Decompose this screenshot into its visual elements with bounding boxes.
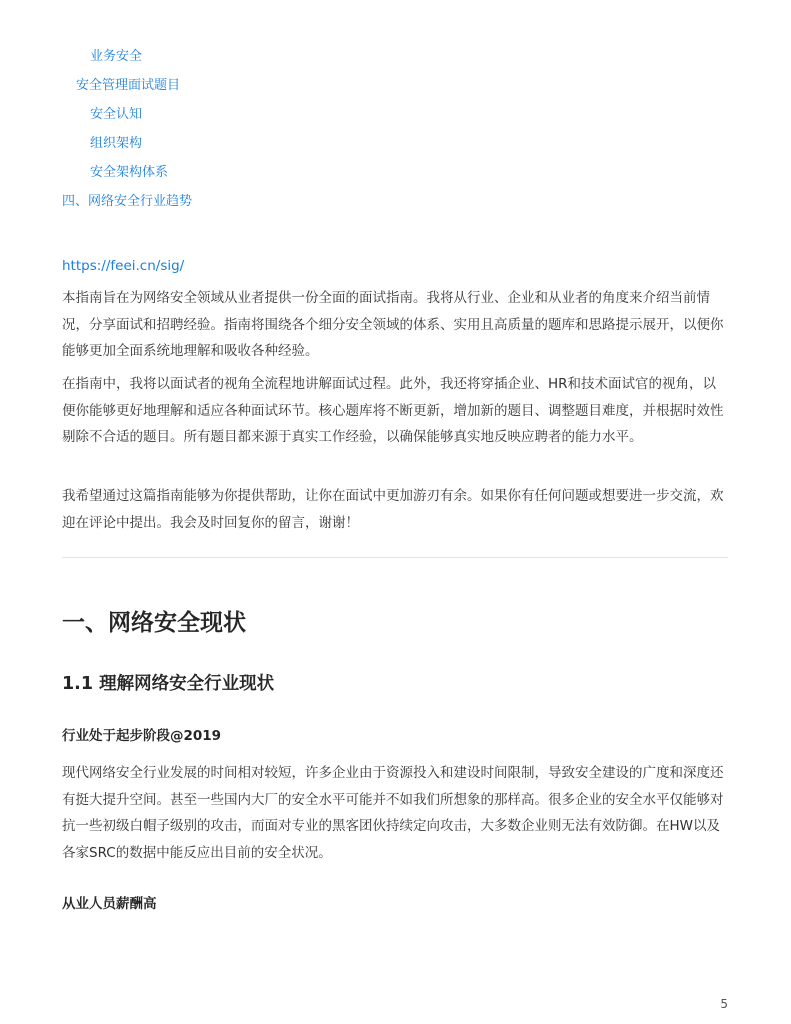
source-link[interactable]: https://feei.cn/sig/ (62, 258, 185, 274)
section-heading: 一、网络安全现状 (62, 610, 246, 636)
intro-paragraph-3: 我希望通过这篇指南能够为你提供帮助，让你在面试中更加游刃有余。如果你有任何问题或想要进一步交流，欢迎在评论中提出。我会及时回复你的留言，谢谢！ (62, 488, 724, 531)
toc-item-security-management-questions[interactable]: 安全管理面试题目 (76, 78, 181, 93)
toc-item-security-awareness[interactable]: 安全认知 (90, 107, 143, 122)
intro-paragraph-1: 本指南旨在为网络安全领域从业者提供一份全面的面试指南。我将从行业、企业和从业者的角度来介绍当前情况，分享面试和招聘经验。指南将围绕各个细分安全领域的体系、实用且高质量的题库和思路提示展开，以便你能够更加全面系统地理解和吸收各种经验。 (62, 290, 724, 360)
subsection-heading: 1.1 理解网络安全行业现状 (62, 674, 275, 694)
page-number: 5 (720, 997, 728, 1011)
topic-heading-salary: 从业人员薪酬高 (62, 896, 157, 912)
toc-item-business-security[interactable]: 业务安全 (90, 49, 143, 64)
toc-item-security-architecture[interactable]: 安全架构体系 (90, 165, 169, 180)
topic-paragraph-industry-stage: 现代网络安全行业发展的时间相对较短，许多企业由于资源投入和建设时间限制，导致安全建设的广度和深度还有挺大提升空间。甚至一些国内大厂的安全水平可能并不如我们所想象的那样高。很多企业的安全水平仅能够对抗一些初级白帽子级别的攻击，而面对专业的黑客团伙持续定向攻击，大多数企业则无法有效防御。在HW以及各家SRC的数据中能反应出目前的安全状况。 (62, 765, 724, 861)
toc-item-organization-structure[interactable]: 组织架构 (90, 136, 143, 151)
intro-paragraph-2: 在指南中，我将以面试者的视角全流程地讲解面试过程。此外，我还将穿插企业、HR和技术面试官的视角，以便你能够更好地理解和适应各种面试环节。核心题库将不断更新，增加新的题目、调整题目难度，并根据时效性剔除不合适的题目。所有题目都来源于真实工作经验，以确保能够真实地反映应聘者的能力水平。 (62, 376, 724, 446)
section-divider (62, 557, 728, 558)
toc-item-industry-trends[interactable]: 四、网络安全行业趋势 (62, 194, 193, 209)
topic-heading-industry-stage: 行业处于起步阶段@2019 (62, 728, 222, 744)
